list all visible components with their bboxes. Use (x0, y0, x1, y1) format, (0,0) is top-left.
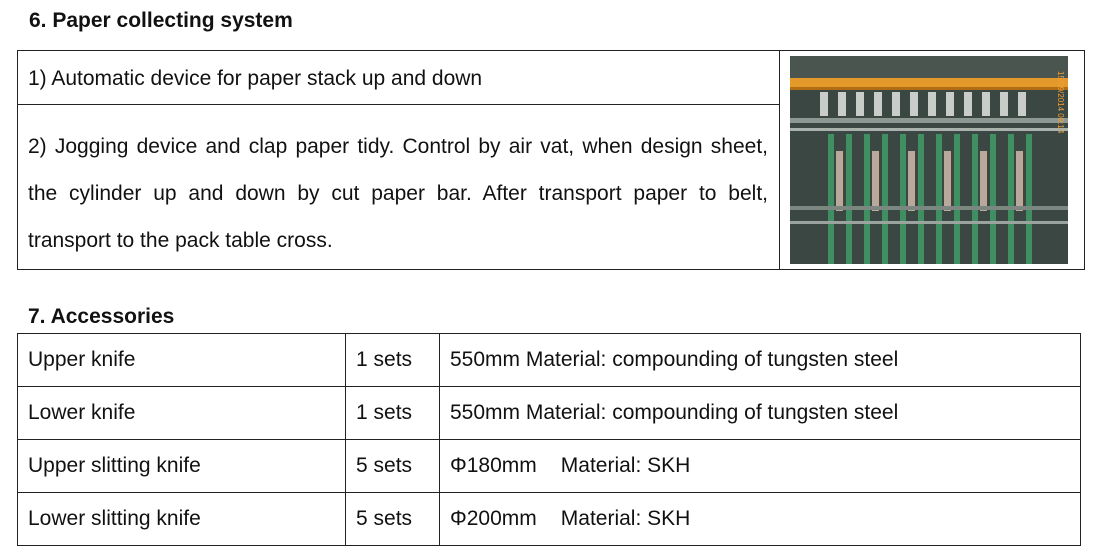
accessory-spec (440, 440, 1081, 493)
table-row (18, 440, 1081, 493)
paper-collecting-table (17, 50, 1085, 270)
spec-text: 550mm Material: compounding of tungsten steel (450, 401, 899, 424)
spec-text: 550mm Material: compounding of tungsten steel (450, 348, 899, 371)
item-1-row (18, 51, 779, 105)
table-row (18, 493, 1081, 546)
accessory-name: Upper knife (18, 334, 346, 387)
accessory-name: Lower slitting knife (18, 493, 346, 546)
item-2-text: 2) Jogging device and clap paper tidy. Control by air vat, when design sheet, the cylinder up and down by cut paper bar. After transport paper to belt, transport to the pack table cross. (28, 135, 768, 252)
table-row (18, 334, 1081, 387)
accessory-qty: 1 sets (346, 387, 440, 440)
paper-collector-illustration (790, 56, 1068, 264)
item-1-text: 1) Automatic device for paper stack up and down (28, 67, 483, 90)
spec-size: Φ180mm (450, 454, 537, 477)
photo-date-stamp: 15/09/2014 09:14 (1056, 71, 1065, 134)
accessories-table (17, 333, 1081, 546)
section-7-heading: 7. Accessories (28, 305, 175, 328)
accessory-name: Lower knife (18, 387, 346, 440)
spec-material: Material: SKH (560, 454, 691, 477)
accessory-name: Upper slitting knife (18, 440, 346, 493)
accessory-qty: 5 sets (346, 493, 440, 546)
accessory-qty: 5 sets (346, 440, 440, 493)
table-row (18, 387, 1081, 440)
section-6-heading: 6. Paper collecting system (29, 9, 293, 32)
machine-photo (790, 56, 1068, 264)
accessory-spec (440, 387, 1081, 440)
description-column (18, 51, 780, 269)
accessory-spec (440, 493, 1081, 546)
spec-material: Material: SKH (560, 507, 691, 530)
accessory-spec (440, 334, 1081, 387)
spec-size: Φ200mm (450, 507, 537, 530)
accessory-qty: 1 sets (346, 334, 440, 387)
